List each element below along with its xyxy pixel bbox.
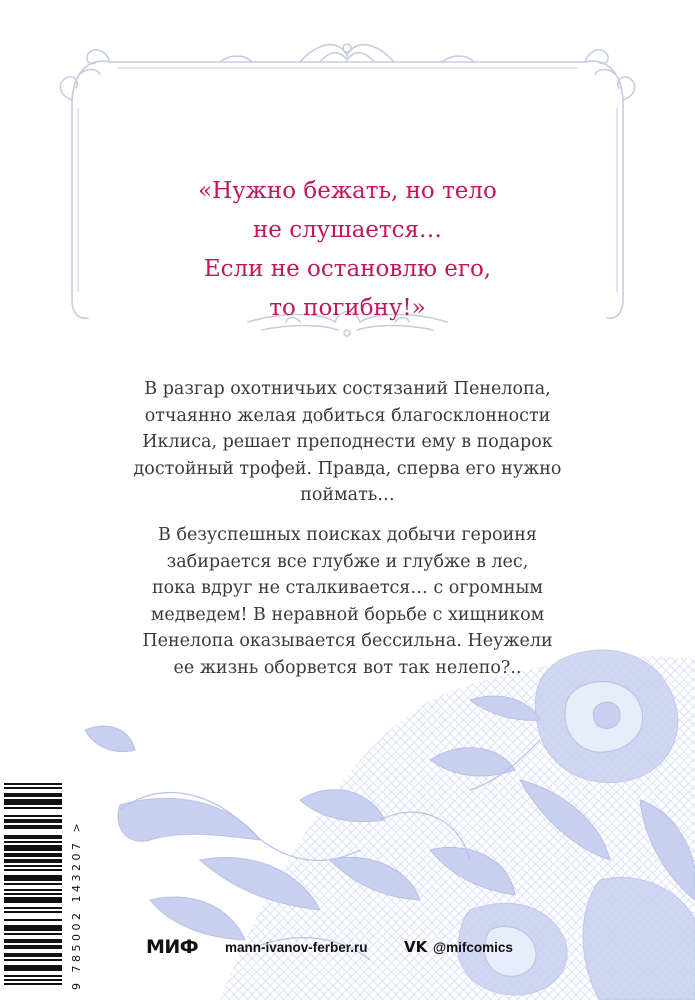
barcode-bar bbox=[4, 837, 62, 839]
isbn-number: 9 785002 143207 > bbox=[70, 819, 83, 990]
quote-line: то погибну!» bbox=[269, 295, 426, 321]
barcode-bar bbox=[4, 865, 62, 867]
barcode-bar bbox=[4, 825, 62, 827]
barcode-bar bbox=[4, 787, 62, 789]
barcode-bar bbox=[4, 827, 62, 829]
text-line: отчаянно желая добиться благосклонности bbox=[144, 405, 551, 426]
barcode-bar bbox=[4, 945, 62, 947]
barcode-bar bbox=[4, 907, 62, 909]
barcode-bar bbox=[4, 847, 62, 849]
barcode-bar bbox=[4, 975, 62, 977]
barcode-bar bbox=[4, 919, 62, 921]
barcode-bar bbox=[4, 925, 62, 927]
text-line: ее жизнь оборвется вот так нелепо?.. bbox=[173, 657, 522, 678]
quote-line: не слушается… bbox=[252, 217, 443, 243]
vk-icon[interactable]: VK bbox=[404, 938, 428, 956]
barcode-bar bbox=[4, 803, 62, 805]
barcode-bar bbox=[4, 801, 62, 803]
barcode-bar bbox=[4, 933, 62, 935]
text-line: Пенелопа оказывается бессильна. Неужели bbox=[142, 631, 553, 651]
barcode-bar bbox=[4, 955, 62, 957]
barcode-bar bbox=[4, 941, 62, 943]
text-line: медведем! В неравной борьбе с хищником bbox=[150, 604, 545, 625]
barcode-bar bbox=[4, 893, 62, 895]
synopsis-paragraph-2 bbox=[90, 522, 605, 681]
text-line: В разгар охотничьих состязаний Пенелопа, bbox=[144, 379, 551, 399]
barcode-bar bbox=[4, 927, 62, 929]
barcode-bar bbox=[4, 929, 62, 931]
barcode-bar bbox=[4, 959, 62, 961]
website-link[interactable]: mann-ivanov-ferber.ru bbox=[225, 940, 368, 955]
barcode-bar bbox=[4, 821, 62, 823]
barcode-bar bbox=[4, 901, 62, 903]
barcode-bar bbox=[4, 965, 62, 967]
barcode-bar bbox=[4, 819, 62, 821]
barcode-bar bbox=[4, 859, 62, 861]
barcode-bar bbox=[4, 815, 62, 817]
text-line: пока вдруг не сталкивается… с огромным bbox=[151, 578, 544, 598]
barcode-bar bbox=[4, 869, 62, 871]
barcode-bar bbox=[4, 841, 62, 843]
text-line: В безуспешных поисках добычи героиня bbox=[158, 525, 537, 545]
barcode-bar bbox=[4, 795, 62, 797]
text-line: достойный трофей. Правда, сперва его нужно bbox=[133, 458, 562, 479]
barcode-bar bbox=[4, 799, 62, 801]
barcode-bar bbox=[4, 845, 62, 847]
synopsis-paragraph-1 bbox=[90, 376, 605, 509]
publisher-logo: МИФ bbox=[146, 936, 199, 958]
barcode-bar bbox=[4, 835, 62, 837]
quote-line: Если не остановлю его, bbox=[203, 256, 492, 282]
barcode-bar bbox=[4, 899, 62, 901]
barcode-bar bbox=[4, 883, 62, 885]
barcode-bar bbox=[4, 967, 62, 969]
social-handle[interactable]: @mifcomics bbox=[433, 940, 513, 955]
barcode-bar bbox=[4, 983, 62, 985]
text-line: поймать… bbox=[300, 485, 395, 505]
barcode-bar bbox=[4, 875, 62, 877]
barcode-bar bbox=[4, 877, 62, 879]
barcode-bar bbox=[4, 889, 62, 891]
barcode-bar bbox=[4, 861, 62, 863]
pull-quote bbox=[150, 172, 545, 328]
barcode-bar bbox=[4, 855, 62, 857]
barcode-bar bbox=[4, 853, 62, 855]
barcode-bar bbox=[4, 979, 62, 981]
barcode-bar bbox=[4, 807, 62, 809]
text-line: забирается все глубже и глубже в лес, bbox=[166, 551, 529, 572]
barcode-bar bbox=[4, 783, 62, 785]
barcode-bar bbox=[4, 969, 62, 971]
barcode-bar bbox=[4, 879, 62, 881]
barcode-bar bbox=[4, 911, 62, 913]
barcode-bar bbox=[4, 849, 62, 851]
barcode-bar bbox=[4, 939, 62, 941]
barcode-bar bbox=[4, 953, 62, 955]
quote-line: «Нужно бежать, но тело bbox=[198, 178, 497, 204]
barcode-bar bbox=[4, 793, 62, 795]
barcode-bar bbox=[4, 897, 62, 899]
barcode-bar bbox=[4, 947, 62, 949]
text-line: Иклиса, решает преподнести ему в подарок bbox=[142, 432, 553, 452]
